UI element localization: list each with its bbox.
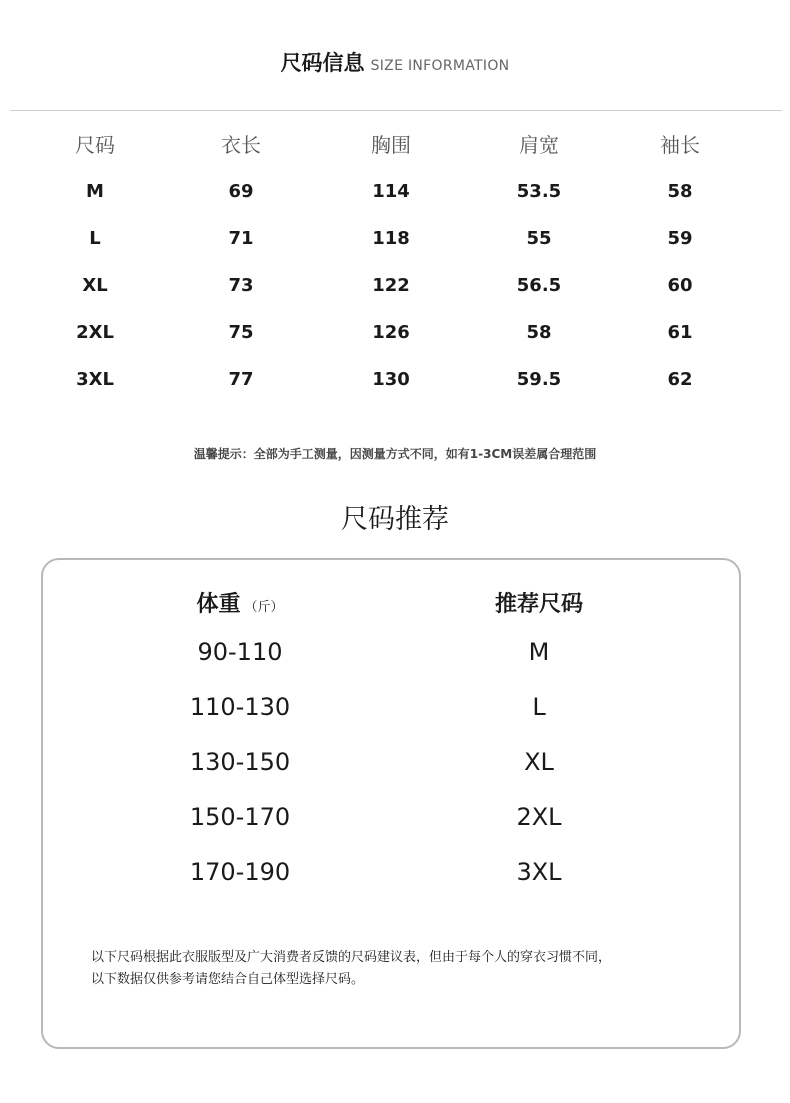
table-cell: 55 [526, 228, 552, 249]
recommended-size: 3XL [516, 858, 562, 886]
table-cell: 53.5 [516, 181, 562, 202]
recommended-size: 2XL [516, 803, 562, 831]
weight-unit: （斤） [244, 600, 284, 615]
recommended-size: L [532, 693, 546, 721]
header-size: 尺码 [75, 133, 115, 157]
recommended-size: XL [524, 748, 554, 776]
table-row [0, 266, 790, 313]
table-cell: 3XL [76, 369, 114, 390]
header-sleeve: 袖长 [660, 133, 700, 157]
size-info-title [0, 50, 790, 79]
table-cell: 69 [228, 181, 254, 202]
weight-header-label: 体重 [196, 592, 241, 617]
recommend-table-header [0, 585, 790, 625]
recommended-size: M [528, 638, 550, 666]
weight-range: 90-110 [197, 638, 283, 666]
table-cell: 73 [228, 275, 254, 296]
table-cell: 60 [667, 275, 693, 296]
table-cell: 77 [228, 369, 254, 390]
header-shoulder: 肩宽 [519, 133, 559, 157]
header-chest: 胸围 [371, 133, 411, 157]
table-cell: 126 [372, 322, 410, 343]
table-cell: 58 [667, 181, 693, 202]
size-header: 推荐尺码 [494, 592, 583, 617]
table-row [0, 219, 790, 266]
table-row [0, 360, 790, 407]
table-cell: 75 [228, 322, 254, 343]
table-row [0, 852, 790, 907]
table-cell: 2XL [76, 322, 114, 343]
table-cell: 130 [372, 369, 410, 390]
size-table [0, 125, 790, 407]
table-row [0, 172, 790, 219]
measurement-tip: 温馨提示：全部为手工测量，因测量方式不同，如有1-3CM误差属合理范围 [193, 447, 597, 461]
table-cell: 62 [667, 369, 693, 390]
weight-range: 130-150 [189, 748, 291, 776]
table-cell: XL [82, 275, 108, 296]
weight-range: 170-190 [189, 858, 291, 886]
size-info-title-cn: 尺码信息 [280, 51, 365, 75]
table-row [0, 632, 790, 687]
table-row [0, 687, 790, 742]
table-row [0, 313, 790, 360]
recommend-note [91, 947, 721, 991]
weight-range: 110-130 [189, 693, 291, 721]
title-divider [10, 110, 782, 111]
header-length: 衣长 [221, 133, 261, 157]
table-cell: 122 [372, 275, 410, 296]
table-cell: 59 [667, 228, 693, 249]
table-cell: 71 [228, 228, 254, 249]
recommend-title: 尺码推荐 [341, 504, 449, 535]
recommend-table [0, 632, 790, 907]
table-cell: 59.5 [516, 369, 562, 390]
size-table-header [0, 125, 790, 172]
weight-range: 150-170 [189, 803, 291, 831]
table-row [0, 797, 790, 852]
table-cell: M [86, 181, 104, 202]
table-cell: 114 [372, 181, 410, 202]
weight-header [110, 585, 370, 628]
note-line-2: 以下数据仅供参考请您结合自己体型选择尺码。 [91, 972, 365, 987]
table-row [0, 742, 790, 797]
table-cell: 61 [667, 322, 693, 343]
size-info-title-en: SIZE INFORMATION [370, 58, 510, 74]
table-cell: 56.5 [516, 275, 562, 296]
note-line-1: 以下尺码根据此衣服版型及广大消费者反馈的尺码建议表，但由于每个人的穿衣习惯不同， [91, 950, 612, 965]
table-cell: 118 [372, 228, 410, 249]
table-cell: 58 [526, 322, 552, 343]
table-cell: L [89, 228, 101, 249]
